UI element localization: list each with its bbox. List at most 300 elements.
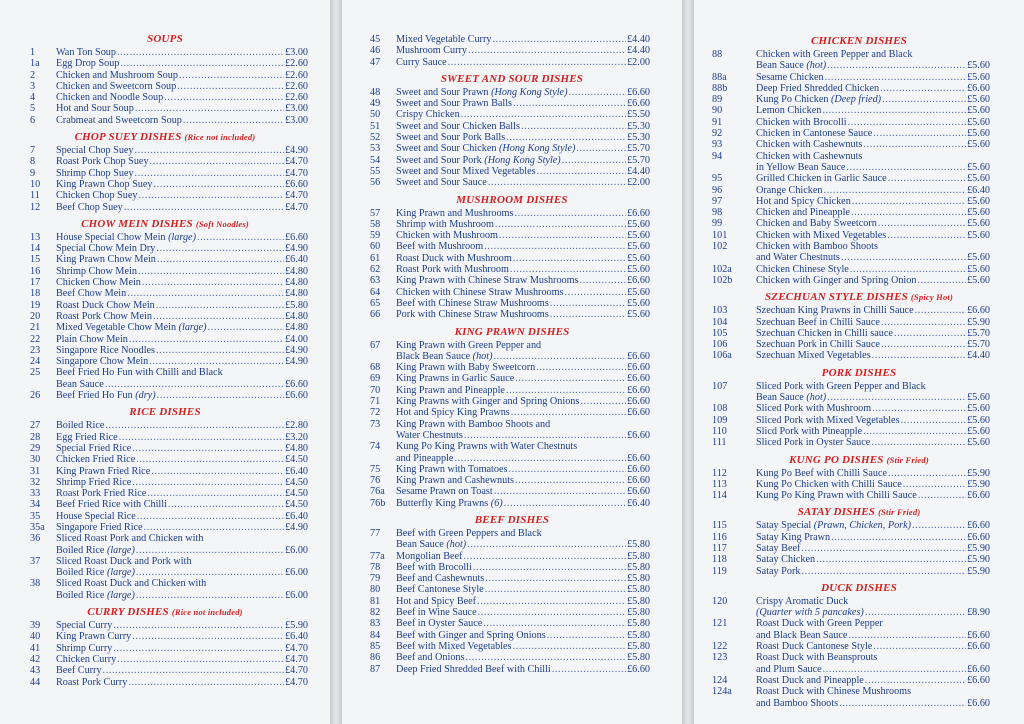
item-number: 10 bbox=[30, 178, 41, 190]
item-description: Beef Chow Mein bbox=[56, 288, 127, 300]
item-description: Sweet and Sour Mixed Vegetables bbox=[396, 165, 536, 177]
item-price: £6.60 bbox=[627, 663, 650, 675]
dot-leader bbox=[515, 475, 626, 486]
item-price: £6.60 bbox=[627, 475, 650, 487]
item-number: 42 bbox=[30, 653, 41, 665]
item-description: and Water Chestnuts bbox=[756, 252, 840, 264]
dot-leader bbox=[454, 453, 626, 464]
menu-item bbox=[0, 466, 330, 477]
item-number: 85 bbox=[370, 640, 381, 652]
item-description: Deep Fried Shredded Chicken bbox=[756, 82, 880, 94]
dot-leader bbox=[513, 98, 626, 109]
dot-leader bbox=[888, 173, 966, 184]
item-number: 50 bbox=[370, 109, 381, 121]
item-description: Szechuan Beef in Chilli Sauce bbox=[756, 316, 880, 328]
item-number: 88 bbox=[712, 49, 723, 60]
item-description: Roast Pork Chow Mein bbox=[56, 310, 152, 322]
dot-leader bbox=[157, 254, 284, 265]
item-description: Boiled Rice (large) bbox=[56, 544, 135, 556]
menu-item bbox=[694, 328, 1024, 339]
section-title: RICE DISHES bbox=[129, 406, 201, 419]
item-description: Kung Po Chicken with Chilli Sauce bbox=[756, 478, 902, 490]
item-price: £5.60 bbox=[967, 128, 990, 140]
item-price: £6.60 bbox=[967, 305, 990, 317]
section-heading bbox=[694, 505, 1024, 519]
menu-item bbox=[0, 432, 330, 443]
item-number: 15 bbox=[30, 254, 41, 266]
menu-item bbox=[0, 356, 330, 367]
menu-item bbox=[694, 596, 1024, 619]
dot-leader bbox=[915, 305, 966, 316]
menu-item bbox=[0, 367, 330, 390]
item-price: £5.80 bbox=[627, 629, 650, 641]
item-description: Roast Duck with Chinese Mushrooms bbox=[756, 686, 912, 698]
section-heading bbox=[0, 32, 330, 46]
dot-leader bbox=[825, 72, 966, 83]
menu-item bbox=[0, 643, 330, 654]
menu-item bbox=[342, 407, 682, 418]
dot-leader bbox=[822, 105, 966, 116]
item-price: £4.80 bbox=[285, 265, 308, 277]
item-number: 30 bbox=[30, 454, 41, 466]
section-subtitle: (Stir Fried) bbox=[878, 507, 921, 518]
dot-leader bbox=[823, 185, 966, 196]
item-price: £6.40 bbox=[285, 631, 308, 643]
item-number: 31 bbox=[30, 465, 41, 477]
dot-leader bbox=[903, 479, 966, 490]
item-number: 62 bbox=[370, 264, 381, 276]
item-price: £5.60 bbox=[627, 218, 650, 230]
dot-leader bbox=[142, 277, 284, 288]
item-description: Slicd Pork with Pineapple bbox=[756, 425, 863, 437]
menu-item bbox=[342, 340, 682, 363]
item-price: £6.40 bbox=[285, 510, 308, 522]
item-price: £4.80 bbox=[285, 310, 308, 322]
menu-item bbox=[694, 317, 1024, 328]
menu-panel-left bbox=[0, 0, 330, 724]
item-description: Boiled Rice (large) bbox=[56, 567, 135, 579]
item-price: £2.60 bbox=[285, 69, 308, 81]
dot-leader bbox=[477, 596, 626, 607]
menu-item bbox=[0, 488, 330, 499]
dot-leader bbox=[136, 454, 284, 465]
item-description: Crispy Aromatic Duck bbox=[756, 595, 849, 607]
item-price: £5.60 bbox=[967, 218, 990, 230]
item-description: Egg Fried Rice bbox=[56, 431, 118, 443]
menu-item bbox=[342, 551, 682, 562]
item-description: Chicken and Sweetcorn Soup bbox=[56, 80, 177, 92]
item-price: £5.80 bbox=[627, 640, 650, 652]
menu-item bbox=[694, 275, 1024, 286]
dot-leader bbox=[848, 117, 967, 128]
item-price: £5.80 bbox=[627, 618, 650, 630]
dot-leader bbox=[136, 545, 284, 556]
menu-item bbox=[342, 132, 682, 143]
menu-item bbox=[0, 631, 330, 642]
item-description: Szechuan Chicken in Chilli sauce bbox=[756, 327, 893, 339]
dot-leader bbox=[488, 177, 626, 188]
dot-leader bbox=[499, 230, 626, 241]
section-heading bbox=[694, 453, 1024, 467]
menu-item bbox=[0, 522, 330, 533]
item-number: 66 bbox=[370, 309, 381, 321]
item-description: Roast Duck Cantonese Style bbox=[756, 641, 873, 653]
item-description: Special Chop Suey bbox=[56, 145, 134, 157]
menu-item bbox=[694, 675, 1024, 686]
item-number: 28 bbox=[30, 431, 41, 443]
dot-leader bbox=[565, 287, 627, 298]
dot-leader bbox=[183, 115, 284, 126]
dot-leader bbox=[464, 551, 627, 562]
item-price: £4.80 bbox=[285, 442, 308, 454]
dot-leader bbox=[448, 57, 626, 68]
item-price: £5.80 bbox=[285, 299, 308, 311]
item-price: £3.20 bbox=[285, 431, 308, 443]
item-description: Sweet and Sour Chicken Balls bbox=[396, 120, 520, 132]
dot-leader bbox=[149, 356, 284, 367]
dot-leader bbox=[872, 403, 966, 414]
menu-item bbox=[694, 468, 1024, 479]
item-description: Chicken in Cantonese Sauce bbox=[756, 128, 873, 140]
menu-section-szechuan-style-dishes bbox=[694, 290, 1024, 361]
item-description: Mixed Vegetable Curry bbox=[396, 34, 492, 45]
dot-leader bbox=[515, 373, 626, 384]
item-description: Kung Po King Prawn with Chilli Sauce bbox=[756, 490, 917, 502]
dot-leader bbox=[129, 334, 284, 345]
item-description: Wan Ton Soup bbox=[56, 47, 116, 58]
dot-leader bbox=[494, 486, 626, 497]
dot-leader bbox=[483, 618, 626, 629]
dot-leader bbox=[841, 252, 966, 263]
menu-item bbox=[342, 166, 682, 177]
dot-leader bbox=[478, 607, 626, 618]
dot-leader bbox=[513, 641, 627, 652]
item-description: Satay King Prawn bbox=[756, 531, 831, 543]
item-price: £4.70 bbox=[285, 653, 308, 665]
item-price: £4.70 bbox=[285, 676, 308, 688]
menu-item bbox=[0, 81, 330, 92]
section-heading bbox=[694, 581, 1024, 595]
item-description: Szechuan Mixed Vegetables bbox=[756, 350, 871, 362]
section-title: PORK DISHES bbox=[821, 366, 897, 379]
item-number: 123 bbox=[712, 652, 728, 664]
item-description: Sesame Prawn on Toast bbox=[396, 486, 493, 498]
dot-leader bbox=[550, 298, 626, 309]
dot-leader bbox=[852, 196, 966, 207]
section-title: DUCK DISHES bbox=[821, 581, 897, 594]
item-description: Beef and Onions bbox=[396, 652, 465, 664]
menu-panel-right bbox=[694, 0, 1024, 724]
section-subtitle: (Rice not included) bbox=[184, 132, 256, 143]
dot-leader bbox=[127, 288, 284, 299]
item-price: £3.00 bbox=[285, 103, 308, 115]
item-number: 76 bbox=[370, 475, 381, 487]
item-description: Butterfly King Prawns (6) bbox=[396, 497, 503, 509]
item-description: King Prawn Fried Rice bbox=[56, 465, 151, 477]
item-number: 93 bbox=[712, 139, 723, 151]
dot-leader bbox=[912, 520, 966, 531]
item-number: 109 bbox=[712, 414, 728, 426]
item-description: Beef with Brocolli bbox=[396, 561, 472, 573]
menu-section-satay-dishes bbox=[694, 505, 1024, 576]
dot-leader bbox=[135, 103, 284, 114]
menu-item bbox=[0, 266, 330, 277]
menu-item bbox=[342, 275, 682, 286]
dot-leader bbox=[580, 396, 626, 407]
item-description: Satay Beef bbox=[756, 542, 801, 554]
menu-item bbox=[342, 584, 682, 595]
menu-section-pork-dishes bbox=[694, 366, 1024, 449]
item-number: 2 bbox=[30, 69, 36, 81]
section-heading bbox=[694, 366, 1024, 380]
item-price: £5.80 bbox=[627, 539, 650, 551]
item-description: Chicken with Mushroom bbox=[396, 230, 498, 242]
item-number: 77a bbox=[370, 550, 385, 562]
menu-item bbox=[694, 196, 1024, 207]
item-number: 86 bbox=[370, 652, 381, 664]
item-description: Szechuan Pork in Chilli Sauce bbox=[756, 339, 880, 351]
item-description: Beef with Green Peppers and Black bbox=[396, 527, 542, 539]
item-description: Roast Pork Curry bbox=[56, 676, 128, 688]
dot-leader bbox=[880, 83, 966, 94]
dot-leader bbox=[177, 81, 284, 92]
menu-item bbox=[694, 305, 1024, 316]
item-description: Chicken with Chinese Straw Mushrooms bbox=[396, 286, 564, 298]
item-description: Roast Duck Chow Mein bbox=[56, 299, 155, 311]
menu-item bbox=[694, 207, 1024, 218]
item-description: Sliced Roast Pork and Chicken with bbox=[56, 533, 204, 545]
item-price: £5.80 bbox=[627, 550, 650, 562]
menu-item bbox=[0, 202, 330, 213]
item-price: £6.60 bbox=[967, 82, 990, 94]
menu-item bbox=[342, 309, 682, 320]
section-title: CHOW MEIN DISHES bbox=[81, 217, 193, 230]
item-number: 34 bbox=[30, 499, 41, 511]
item-price: £4.80 bbox=[285, 288, 308, 300]
menu-item bbox=[342, 562, 682, 573]
dot-leader bbox=[508, 464, 626, 475]
item-description: in Yellow Bean Sauce bbox=[756, 161, 846, 173]
dot-leader bbox=[120, 58, 284, 69]
section-subtitle: (Rice not included) bbox=[171, 607, 243, 618]
item-description: Beef Fried Ho Fun with Chilli and Black bbox=[56, 367, 223, 379]
item-price: £5.60 bbox=[967, 94, 990, 106]
item-description: King Prawn with Bamboo Shoots and bbox=[396, 418, 551, 430]
item-price: £5.60 bbox=[967, 71, 990, 83]
item-description: Beef Fried Rice with Chilli bbox=[56, 499, 167, 511]
item-description: Beef with Chinese Straw Mushrooms bbox=[396, 297, 549, 309]
item-price: £4.50 bbox=[285, 476, 308, 488]
menu-item bbox=[694, 437, 1024, 448]
page-fold bbox=[330, 0, 342, 724]
item-price: £5.80 bbox=[627, 561, 650, 573]
menu-item bbox=[0, 168, 330, 179]
item-description: Sweet and Sour Chicken (Hong Kong Style) bbox=[396, 143, 576, 155]
item-price: £6.60 bbox=[627, 384, 650, 396]
dot-leader bbox=[124, 202, 284, 213]
menu-item bbox=[0, 190, 330, 201]
menu-item bbox=[342, 618, 682, 629]
dot-leader bbox=[863, 426, 966, 437]
menu-item bbox=[0, 115, 330, 126]
item-price: £4.90 bbox=[285, 344, 308, 356]
item-number: 49 bbox=[370, 98, 381, 110]
item-description: Mixed Vegetable Chow Mein (large) bbox=[56, 322, 207, 334]
item-number: 89 bbox=[712, 94, 723, 106]
item-number: 44 bbox=[30, 676, 41, 688]
item-description: Shrimp Chop Suey bbox=[56, 167, 134, 179]
menu-section-sweet-and-sour-dishes bbox=[342, 72, 682, 189]
item-price: £6.60 bbox=[627, 407, 650, 419]
section-title: SWEET AND SOUR DISHES bbox=[440, 72, 584, 85]
dot-leader bbox=[132, 631, 284, 642]
dot-leader bbox=[873, 128, 966, 139]
item-number: 36 bbox=[30, 533, 41, 545]
item-number: 38 bbox=[30, 578, 41, 590]
item-description: House Special Chow Mein (large) bbox=[56, 231, 196, 243]
item-price: £5.60 bbox=[967, 116, 990, 128]
item-price: £6.00 bbox=[285, 589, 308, 601]
item-number: 72 bbox=[370, 407, 381, 419]
dot-leader bbox=[547, 630, 626, 641]
item-price: £6.60 bbox=[627, 396, 650, 408]
item-price: £6.40 bbox=[967, 184, 990, 196]
item-number: 102b bbox=[712, 274, 733, 286]
item-description: Chicken Chow Mein bbox=[56, 277, 141, 289]
menu-item bbox=[0, 499, 330, 510]
dot-leader bbox=[846, 162, 966, 173]
dot-leader bbox=[485, 584, 626, 595]
item-description: Shrimp Fried Rice bbox=[56, 476, 132, 488]
dot-leader bbox=[137, 511, 284, 522]
item-number: 26 bbox=[30, 390, 41, 402]
item-price: £4.40 bbox=[627, 34, 650, 45]
dot-leader bbox=[865, 675, 966, 686]
item-description: Chicken and Noodle Soup bbox=[56, 92, 164, 104]
menu-item bbox=[342, 143, 682, 154]
item-description: Chicken and Baby Sweetcorn bbox=[756, 218, 877, 230]
item-price: £6.60 bbox=[627, 350, 650, 362]
item-description: King Prawn with Baby Sweetcorn bbox=[396, 362, 536, 374]
menu-item bbox=[694, 339, 1024, 350]
item-number: 94 bbox=[712, 150, 723, 162]
item-description: Beef in Oyster Sauce bbox=[396, 618, 483, 630]
item-price: £5.60 bbox=[967, 392, 990, 404]
item-number: 6 bbox=[30, 114, 36, 126]
item-price: £8.90 bbox=[967, 607, 990, 619]
item-number: 122 bbox=[712, 641, 728, 653]
item-description: King Prawn Chop Suey bbox=[56, 178, 153, 190]
item-number: 104 bbox=[712, 316, 728, 328]
item-description: Chicken with Mixed Vegetables bbox=[756, 229, 887, 241]
item-price: £5.60 bbox=[967, 105, 990, 117]
item-description: Hot and Spicy Chicken bbox=[756, 195, 851, 207]
item-number: 14 bbox=[30, 243, 41, 255]
item-number: 118 bbox=[712, 554, 727, 566]
dot-leader bbox=[117, 654, 284, 665]
item-price: £3.00 bbox=[285, 47, 308, 58]
dot-leader bbox=[827, 392, 966, 403]
dot-leader bbox=[168, 499, 284, 510]
menu-item bbox=[694, 403, 1024, 414]
item-number: 71 bbox=[370, 396, 381, 408]
item-description: Sesame Chicken bbox=[756, 71, 824, 83]
item-description: Hot and Sour Soup bbox=[56, 103, 134, 115]
dot-leader bbox=[468, 45, 626, 56]
item-number: 54 bbox=[370, 154, 381, 166]
dot-leader bbox=[514, 208, 626, 219]
item-number: 96 bbox=[712, 184, 723, 196]
item-number: 3 bbox=[30, 80, 36, 92]
menu-item bbox=[694, 641, 1024, 652]
item-description: Chicken Fried Rice bbox=[56, 454, 136, 466]
dot-leader bbox=[105, 379, 284, 390]
dot-leader bbox=[492, 34, 626, 45]
item-number: 101 bbox=[712, 229, 728, 241]
section-title: SZECHUAN STYLE DISHES bbox=[764, 291, 908, 304]
dot-leader bbox=[513, 253, 626, 264]
item-description: King Prawns with Ginger and Spring Onions bbox=[396, 396, 580, 408]
item-number: 65 bbox=[370, 297, 381, 309]
item-price: £5.60 bbox=[627, 264, 650, 276]
dot-leader bbox=[521, 121, 626, 132]
menu-item bbox=[0, 620, 330, 631]
item-price: £4.90 bbox=[285, 145, 308, 157]
item-description: Satay Pork bbox=[756, 565, 801, 577]
item-number: 80 bbox=[370, 584, 381, 596]
dot-leader bbox=[495, 219, 626, 230]
item-description: Satay Special (Prawn, Chicken, Pork) bbox=[756, 520, 912, 532]
dot-leader bbox=[918, 490, 966, 501]
item-description: Roast Pork with Mushroom bbox=[396, 264, 509, 276]
section-title: BEEF DISHES bbox=[474, 513, 550, 526]
item-price: £5.70 bbox=[627, 154, 650, 166]
item-price: £4.70 bbox=[285, 167, 308, 179]
item-price: £6.60 bbox=[285, 178, 308, 190]
item-price: £5.80 bbox=[627, 573, 650, 585]
dot-leader bbox=[136, 590, 284, 601]
item-number: 18 bbox=[30, 288, 41, 300]
dot-leader bbox=[473, 562, 626, 573]
item-number: 27 bbox=[30, 420, 41, 432]
dot-leader bbox=[119, 432, 284, 443]
menu-item bbox=[694, 490, 1024, 501]
menu-item bbox=[342, 362, 682, 373]
section-heading bbox=[0, 605, 330, 619]
section-title: SATAY DISHES bbox=[797, 506, 876, 519]
dot-leader bbox=[504, 498, 626, 509]
item-price: £4.40 bbox=[967, 350, 990, 362]
item-price: £6.60 bbox=[967, 663, 990, 675]
item-description: Sweet and Sour Prawn (Hong Kong Style) bbox=[396, 86, 568, 98]
menu-section-curry-dishes bbox=[0, 605, 330, 688]
dot-leader bbox=[128, 677, 284, 688]
dot-leader bbox=[878, 218, 966, 229]
dot-leader bbox=[882, 94, 966, 105]
section-title: CHICKEN DISHES bbox=[810, 35, 908, 47]
item-description: Orange Chicken bbox=[756, 184, 823, 196]
menu-section-mushroom-dishes bbox=[342, 193, 682, 321]
menu-item bbox=[0, 443, 330, 454]
item-price: £6.60 bbox=[627, 362, 650, 374]
item-number: 39 bbox=[30, 620, 41, 632]
item-number: 67 bbox=[370, 339, 381, 351]
item-price: £6.60 bbox=[627, 86, 650, 98]
menu-item bbox=[342, 498, 682, 509]
item-number: 110 bbox=[712, 425, 727, 437]
item-number: 84 bbox=[370, 629, 381, 641]
item-price: £4.40 bbox=[627, 45, 650, 57]
